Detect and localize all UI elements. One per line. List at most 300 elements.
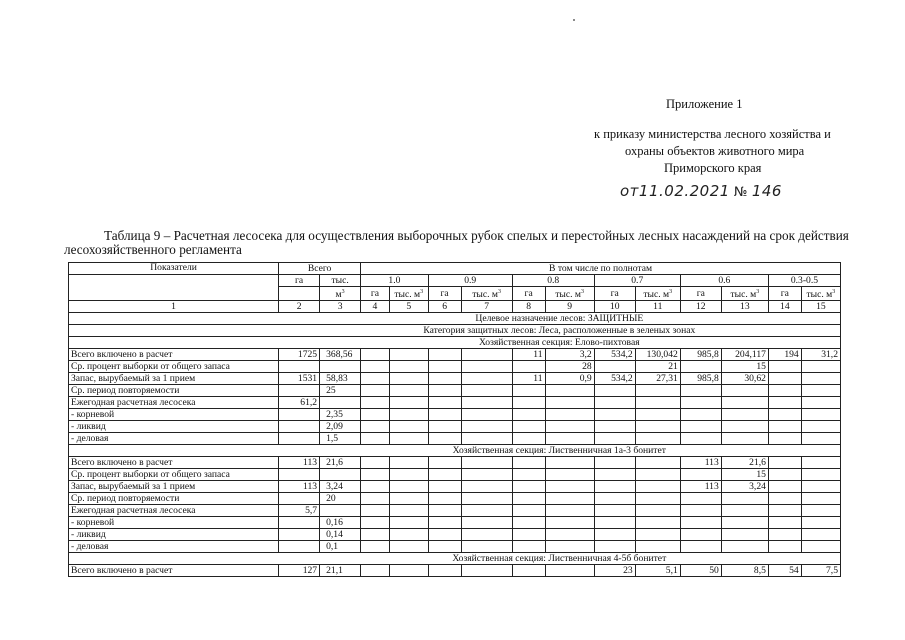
table-cell bbox=[635, 469, 680, 481]
unit-ha: га bbox=[680, 287, 721, 301]
date-prefix: от bbox=[620, 182, 639, 200]
table-cell: 27,31 bbox=[635, 373, 680, 385]
table-cell bbox=[461, 349, 512, 361]
table-cell bbox=[594, 397, 635, 409]
table-cell bbox=[361, 505, 390, 517]
table-cell: 2,09 bbox=[320, 421, 361, 433]
table-cell bbox=[279, 541, 320, 553]
section-row bbox=[69, 445, 841, 457]
table-cell: 54 bbox=[768, 565, 801, 577]
table-cell: 113 bbox=[279, 457, 320, 469]
order-number: 146 bbox=[751, 182, 782, 200]
table-cell bbox=[512, 361, 545, 373]
table-cell: 11 bbox=[512, 373, 545, 385]
table-cell: 127 bbox=[279, 565, 320, 577]
table-cell bbox=[545, 541, 594, 553]
table-cell bbox=[461, 361, 512, 373]
table-cell: 58,83 bbox=[320, 373, 361, 385]
table-cell bbox=[545, 565, 594, 577]
table-cell bbox=[361, 457, 390, 469]
table-cell bbox=[512, 505, 545, 517]
row-label: - ликвид bbox=[69, 421, 279, 433]
table-cell bbox=[389, 373, 428, 385]
table-cell bbox=[428, 493, 461, 505]
table-cell bbox=[512, 529, 545, 541]
table-cell bbox=[389, 397, 428, 409]
table-cell: 534,2 bbox=[594, 373, 635, 385]
table-cell bbox=[320, 469, 361, 481]
table-cell bbox=[635, 397, 680, 409]
table-cell bbox=[801, 481, 840, 493]
table-cell bbox=[428, 385, 461, 397]
table-cell bbox=[680, 493, 721, 505]
table-cell bbox=[428, 397, 461, 409]
table-cell bbox=[768, 457, 801, 469]
table-cell bbox=[594, 421, 635, 433]
table-cell bbox=[428, 433, 461, 445]
table-cell bbox=[594, 469, 635, 481]
table-cell bbox=[801, 373, 840, 385]
column-number: 3 bbox=[320, 301, 361, 313]
table-row bbox=[69, 409, 841, 421]
table-cell bbox=[545, 469, 594, 481]
row-label: - ликвид bbox=[69, 529, 279, 541]
column-number: 6 bbox=[428, 301, 461, 313]
column-number: 10 bbox=[594, 301, 635, 313]
table-cell: 21,6 bbox=[320, 457, 361, 469]
purpose-row bbox=[69, 313, 841, 325]
header-density-3: 0.8 bbox=[512, 275, 594, 287]
table-cell bbox=[680, 541, 721, 553]
table-cell bbox=[279, 409, 320, 421]
table-cell bbox=[428, 469, 461, 481]
unit-thous-m3: тыс. $м^3$ bbox=[389, 287, 428, 301]
table-cell bbox=[680, 517, 721, 529]
table-cell bbox=[461, 433, 512, 445]
table-cell bbox=[389, 385, 428, 397]
table-cell bbox=[361, 433, 390, 445]
table-row bbox=[69, 385, 841, 397]
table-cell bbox=[389, 565, 428, 577]
header-density-4: 0.7 bbox=[594, 275, 680, 287]
table-cell bbox=[320, 361, 361, 373]
table-cell: 985,8 bbox=[680, 349, 721, 361]
table-cell: 7,5 bbox=[801, 565, 840, 577]
table-cell: 50 bbox=[680, 565, 721, 577]
table-cell bbox=[361, 481, 390, 493]
table-cell: 5,1 bbox=[635, 565, 680, 577]
table-cell: 0,14 bbox=[320, 529, 361, 541]
table-cell bbox=[361, 565, 390, 577]
table-cell bbox=[680, 529, 721, 541]
table-cell: 368,56 bbox=[320, 349, 361, 361]
table-cell bbox=[680, 385, 721, 397]
table-cell bbox=[428, 409, 461, 421]
table-cell bbox=[361, 385, 390, 397]
column-number: 13 bbox=[721, 301, 768, 313]
table-cell bbox=[721, 385, 768, 397]
table-cell bbox=[635, 541, 680, 553]
column-number-row bbox=[69, 301, 841, 313]
table-cell: 1531 bbox=[279, 373, 320, 385]
unit-ha: га bbox=[594, 287, 635, 301]
table-cell bbox=[721, 433, 768, 445]
table-cell bbox=[680, 397, 721, 409]
row-label: Ежегодная расчетная лесосека bbox=[69, 397, 279, 409]
table-cell bbox=[768, 541, 801, 553]
table-cell bbox=[428, 373, 461, 385]
table-cell bbox=[461, 529, 512, 541]
table-cell bbox=[635, 481, 680, 493]
table-cell bbox=[279, 385, 320, 397]
table-cell bbox=[680, 505, 721, 517]
table-cell bbox=[768, 409, 801, 421]
table-cell bbox=[279, 361, 320, 373]
table-cell bbox=[635, 385, 680, 397]
table-cell bbox=[721, 409, 768, 421]
row-label: Всего включено в расчет bbox=[69, 457, 279, 469]
table-cell bbox=[361, 469, 390, 481]
table-row bbox=[69, 433, 841, 445]
table-cell bbox=[428, 529, 461, 541]
table-row bbox=[69, 481, 841, 493]
header-density-2: 0.9 bbox=[428, 275, 512, 287]
table-cell: 3,2 bbox=[545, 349, 594, 361]
table-cell: 130,042 bbox=[635, 349, 680, 361]
header-by-density: В том числе по полнотам bbox=[361, 263, 841, 275]
table-cell bbox=[512, 385, 545, 397]
number-sign: № bbox=[733, 185, 748, 200]
table-cell bbox=[768, 493, 801, 505]
table-row bbox=[69, 361, 841, 373]
row-label: - деловая bbox=[69, 541, 279, 553]
unit-ha: га bbox=[768, 287, 801, 301]
unit-thous-m3: тыс. $м^3$ bbox=[545, 287, 594, 301]
table-cell bbox=[361, 493, 390, 505]
table-cell: 15 bbox=[721, 361, 768, 373]
table-cell bbox=[801, 505, 840, 517]
table-cell bbox=[801, 469, 840, 481]
appendix-label: Приложение 1 bbox=[666, 97, 743, 111]
category-row-text: Категория защитных лесов: Леса, расположенные в зеленых зонах bbox=[279, 325, 841, 337]
table-cell bbox=[428, 361, 461, 373]
table-cell bbox=[801, 517, 840, 529]
table-cell bbox=[768, 529, 801, 541]
order-date: 11.02.2021 bbox=[638, 182, 730, 200]
header-total: Всего bbox=[279, 263, 361, 275]
table-cell bbox=[594, 505, 635, 517]
column-number: 14 bbox=[768, 301, 801, 313]
table-cell bbox=[461, 385, 512, 397]
table-cell bbox=[721, 493, 768, 505]
table-row bbox=[69, 529, 841, 541]
table-cell bbox=[801, 397, 840, 409]
table-cell bbox=[801, 457, 840, 469]
table-row bbox=[69, 349, 841, 361]
table-cell: 0,9 bbox=[545, 373, 594, 385]
table-cell bbox=[461, 565, 512, 577]
column-number: 1 bbox=[69, 301, 279, 313]
table-cell bbox=[721, 541, 768, 553]
table-cell bbox=[320, 397, 361, 409]
table-cell bbox=[461, 505, 512, 517]
table-cell bbox=[545, 529, 594, 541]
table-cell bbox=[389, 469, 428, 481]
table-cell bbox=[279, 469, 320, 481]
table-cell bbox=[594, 481, 635, 493]
table-cell: 21,1 bbox=[320, 565, 361, 577]
header-density-6: 0.3-0.5 bbox=[768, 275, 840, 287]
table-cell bbox=[801, 409, 840, 421]
table-cell: 113 bbox=[279, 481, 320, 493]
row-label: Ср. период повторяемости bbox=[69, 493, 279, 505]
table-cell bbox=[389, 433, 428, 445]
table-cell bbox=[361, 421, 390, 433]
table-cell bbox=[428, 541, 461, 553]
table-row bbox=[69, 541, 841, 553]
table-cell bbox=[461, 409, 512, 421]
table-cell bbox=[389, 517, 428, 529]
row-label: - деловая bbox=[69, 433, 279, 445]
section-row-text: Хозяйственная секция: Лиственничная 4-5б бонитет bbox=[279, 553, 841, 565]
table-cell bbox=[389, 529, 428, 541]
table-cell bbox=[545, 409, 594, 421]
table-cell: 25 bbox=[320, 385, 361, 397]
table-cell bbox=[512, 541, 545, 553]
table-cell bbox=[801, 385, 840, 397]
table-cell bbox=[389, 361, 428, 373]
unit-thous-m3: тыс. $м^3$ bbox=[801, 287, 840, 301]
table-cell bbox=[428, 457, 461, 469]
table-cell bbox=[801, 421, 840, 433]
section-row bbox=[69, 337, 841, 349]
table-cell: 61,2 bbox=[279, 397, 320, 409]
table-cell bbox=[801, 529, 840, 541]
section-row-text: Хозяйственная секция: Елово-пихтовая bbox=[279, 337, 841, 349]
unit-ha: га bbox=[512, 287, 545, 301]
table-cell: 113 bbox=[680, 481, 721, 493]
ministry-line: охраны объектов животного мира bbox=[625, 144, 805, 158]
table-cell bbox=[389, 541, 428, 553]
table-cell bbox=[801, 361, 840, 373]
column-number: 4 bbox=[361, 301, 390, 313]
section-row bbox=[69, 553, 841, 565]
category-row bbox=[69, 325, 841, 337]
table-cell bbox=[680, 361, 721, 373]
table-row bbox=[69, 469, 841, 481]
table-cell bbox=[721, 505, 768, 517]
table-cell bbox=[361, 529, 390, 541]
section-row-text: Хозяйственная секция: Лиственничная 1а-3 бонитет bbox=[279, 445, 841, 457]
table-cell bbox=[428, 505, 461, 517]
table-cell bbox=[279, 517, 320, 529]
table-cell: 30,62 bbox=[721, 373, 768, 385]
table-cell bbox=[680, 433, 721, 445]
region-line: Приморского края bbox=[664, 161, 762, 175]
table-cell bbox=[768, 517, 801, 529]
table-cell bbox=[279, 529, 320, 541]
table-row bbox=[69, 373, 841, 385]
unit-thous-m3: тыс. $м^3$ bbox=[635, 287, 680, 301]
table-body bbox=[69, 313, 841, 577]
table-cell: 31,2 bbox=[801, 349, 840, 361]
table-cell bbox=[545, 385, 594, 397]
table-cell bbox=[635, 421, 680, 433]
table-cell bbox=[428, 565, 461, 577]
column-number: 7 bbox=[461, 301, 512, 313]
column-number: 12 bbox=[680, 301, 721, 313]
header-indicators: Показатели bbox=[69, 263, 279, 275]
table-cell: 21,6 bbox=[721, 457, 768, 469]
table-cell: 0,16 bbox=[320, 517, 361, 529]
table-cell bbox=[545, 517, 594, 529]
column-number: 5 bbox=[389, 301, 428, 313]
table-cell bbox=[768, 481, 801, 493]
table-row bbox=[69, 565, 841, 577]
table-cell bbox=[512, 481, 545, 493]
table-cell bbox=[461, 481, 512, 493]
table-cell bbox=[461, 469, 512, 481]
table-cell: 3,24 bbox=[320, 481, 361, 493]
table-cell bbox=[461, 457, 512, 469]
unit-ha: га bbox=[428, 287, 461, 301]
table-cell bbox=[635, 505, 680, 517]
table-cell bbox=[801, 493, 840, 505]
table-cell: 194 bbox=[768, 349, 801, 361]
table-cell: 204,117 bbox=[721, 349, 768, 361]
table-cell bbox=[545, 421, 594, 433]
table-cell: 985,8 bbox=[680, 373, 721, 385]
unit-row bbox=[69, 287, 841, 301]
row-label: Ср. процент выборки от общего запаса bbox=[69, 361, 279, 373]
table-cell bbox=[461, 541, 512, 553]
table-cell bbox=[512, 433, 545, 445]
table-cell bbox=[768, 421, 801, 433]
table-row bbox=[69, 517, 841, 529]
column-number: 2 bbox=[279, 301, 320, 313]
table-cell: 28 bbox=[545, 361, 594, 373]
approval-block bbox=[0, 0, 905, 200]
table-cell bbox=[635, 493, 680, 505]
table-cell: 5,7 bbox=[279, 505, 320, 517]
table-cell bbox=[461, 493, 512, 505]
unit-thous-m3: тыс. $м^3$ bbox=[461, 287, 512, 301]
table-cell bbox=[361, 349, 390, 361]
table-cell bbox=[545, 493, 594, 505]
table-cell bbox=[768, 397, 801, 409]
table-cell bbox=[721, 517, 768, 529]
table-cell bbox=[279, 433, 320, 445]
table-cell bbox=[428, 349, 461, 361]
table-cell bbox=[594, 493, 635, 505]
table-title: Таблица 9 – Расчетная лесосека для осуществления выборочных рубок спелых и перестойных лесных насаждений на срок действия лесохозяйственного регламента bbox=[64, 228, 849, 257]
table-cell bbox=[389, 457, 428, 469]
order-line: к приказу министерства лесного хозяйства и bbox=[594, 127, 831, 141]
table-row bbox=[69, 505, 841, 517]
table-cell bbox=[768, 505, 801, 517]
table-cell bbox=[680, 409, 721, 421]
table-cell: 1725 bbox=[279, 349, 320, 361]
table-cell bbox=[768, 385, 801, 397]
row-label: Запас, вырубаемый за 1 прием bbox=[69, 481, 279, 493]
felling-table bbox=[68, 262, 841, 577]
table-cell: 1,5 bbox=[320, 433, 361, 445]
table-cell bbox=[461, 397, 512, 409]
table-row bbox=[69, 457, 841, 469]
row-label: Запас, вырубаемый за 1 прием bbox=[69, 373, 279, 385]
table-cell: 113 bbox=[680, 457, 721, 469]
row-label: Ежегодная расчетная лесосека bbox=[69, 505, 279, 517]
table-cell: 0,1 bbox=[320, 541, 361, 553]
table-cell bbox=[721, 397, 768, 409]
table-cell bbox=[361, 541, 390, 553]
table-row bbox=[69, 421, 841, 433]
table-cell bbox=[594, 409, 635, 421]
table-cell bbox=[801, 433, 840, 445]
table-cell bbox=[361, 373, 390, 385]
header-thous: тыс. bbox=[320, 275, 361, 287]
table-cell bbox=[635, 457, 680, 469]
column-number: 8 bbox=[512, 301, 545, 313]
row-label: - корневой bbox=[69, 409, 279, 421]
table-cell bbox=[635, 433, 680, 445]
table-cell bbox=[801, 541, 840, 553]
header-ha: га bbox=[279, 275, 320, 287]
table-cell bbox=[389, 493, 428, 505]
table-cell bbox=[361, 361, 390, 373]
table-cell bbox=[461, 421, 512, 433]
table-cell bbox=[361, 517, 390, 529]
table-cell bbox=[594, 385, 635, 397]
table-cell bbox=[361, 397, 390, 409]
table-cell: 20 bbox=[320, 493, 361, 505]
table-cell bbox=[389, 421, 428, 433]
table-row bbox=[69, 397, 841, 409]
table-cell bbox=[594, 541, 635, 553]
table-cell bbox=[545, 433, 594, 445]
table-cell: 23 bbox=[594, 565, 635, 577]
table-cell bbox=[594, 517, 635, 529]
table-cell bbox=[512, 397, 545, 409]
table-cell bbox=[545, 397, 594, 409]
table-cell bbox=[389, 481, 428, 493]
table-cell: 15 bbox=[721, 469, 768, 481]
table-cell bbox=[428, 481, 461, 493]
table-cell: 3,24 bbox=[721, 481, 768, 493]
table-cell bbox=[320, 505, 361, 517]
column-number: 15 bbox=[801, 301, 840, 313]
table-cell: 534,2 bbox=[594, 349, 635, 361]
table-cell: 11 bbox=[512, 349, 545, 361]
table-cell bbox=[594, 457, 635, 469]
table-cell bbox=[721, 421, 768, 433]
table-cell: 2,35 bbox=[320, 409, 361, 421]
table-cell bbox=[512, 409, 545, 421]
row-label: Всего включено в расчет bbox=[69, 565, 279, 577]
table-cell bbox=[680, 469, 721, 481]
table-cell bbox=[594, 433, 635, 445]
header-density-1: 1.0 bbox=[361, 275, 429, 287]
table-cell bbox=[389, 349, 428, 361]
table-cell bbox=[461, 373, 512, 385]
table-cell bbox=[635, 409, 680, 421]
table-cell bbox=[768, 373, 801, 385]
table-cell bbox=[680, 421, 721, 433]
column-number: 11 bbox=[635, 301, 680, 313]
table-cell bbox=[635, 529, 680, 541]
table-cell bbox=[512, 469, 545, 481]
order-date-signature bbox=[620, 182, 782, 200]
